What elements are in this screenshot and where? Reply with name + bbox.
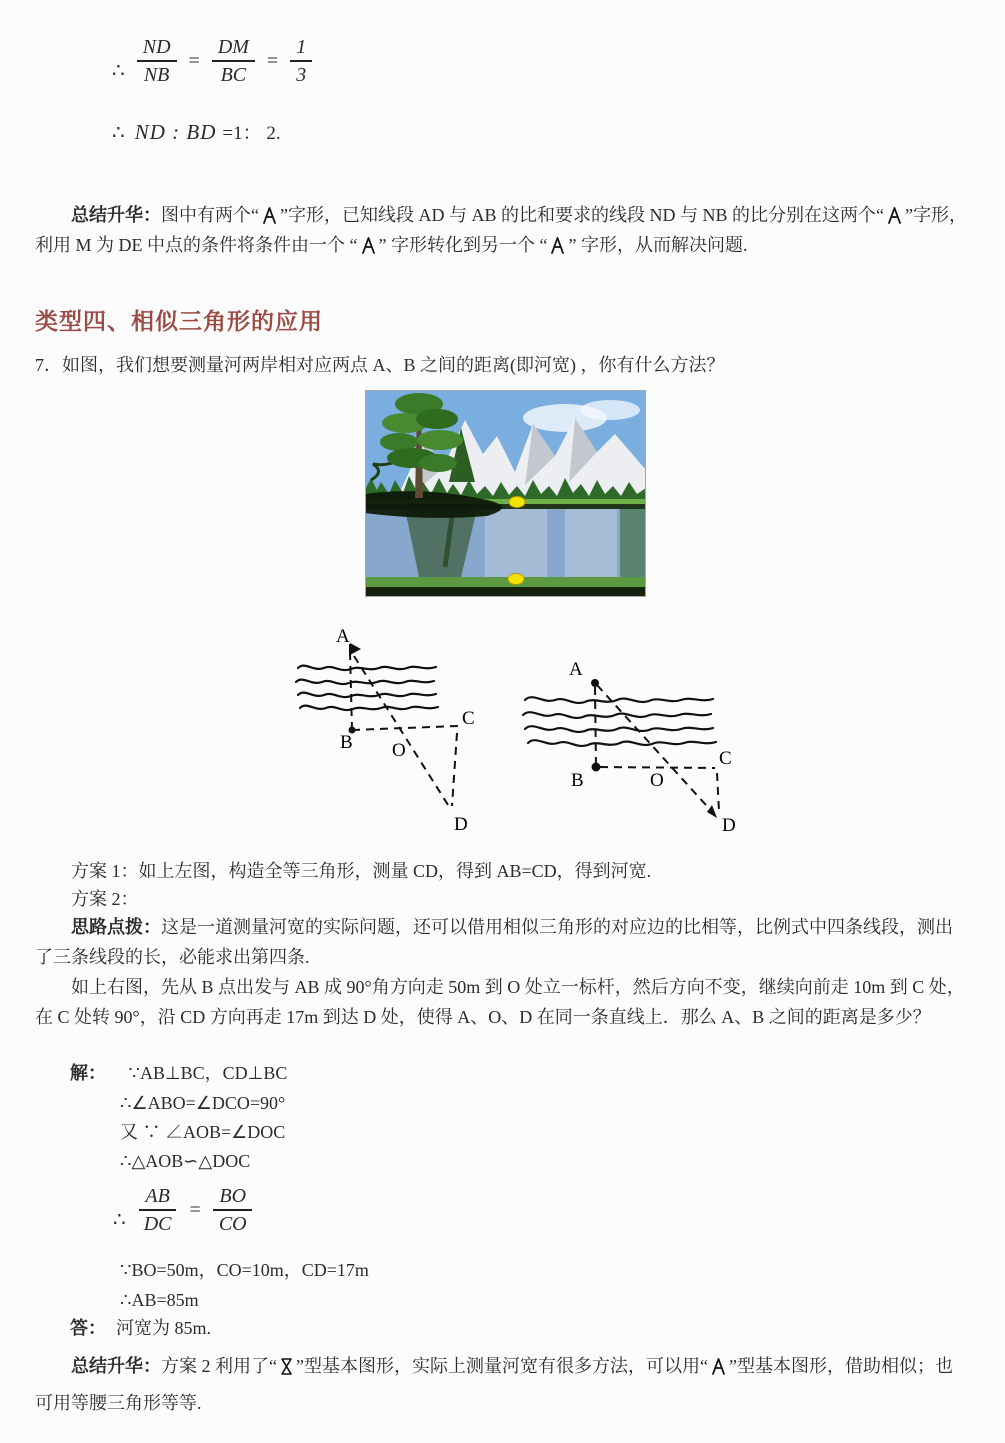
summary-text: ”字形，利用 M 为 DE 中点的条件将条件由一个 “ bbox=[35, 205, 967, 255]
hourglass-shape-icon bbox=[280, 1357, 293, 1376]
fraction-numerator: BO bbox=[213, 1185, 252, 1211]
label-o: O bbox=[392, 740, 406, 761]
method-paragraph: 如上右图，先从 B 点出发与 AB 成 90°角方向走 50m 到 O 处立一标杆，然后方向不变，继续向前走 10m 到 C 处，在 C 处转 90°，沿 CD 方向再走 17m 到达 D 处，使得 A、O、D 在同一条直线上．那么 A、B 之间的距离是多少？ bbox=[35, 977, 965, 1027]
line-cd bbox=[452, 733, 457, 806]
point-a-dot bbox=[591, 679, 599, 687]
label-b: B bbox=[571, 770, 584, 791]
summary-text: ”型基本图形，实际上测量河宽有很多方法，可以用“ bbox=[296, 1356, 708, 1376]
label-o: O bbox=[650, 770, 664, 791]
mountain-reflection bbox=[485, 509, 547, 577]
ratio-expression: ND : BD bbox=[134, 120, 217, 144]
solution-step: 又 ∵ ∠AOB=∠DOC bbox=[120, 1122, 286, 1142]
label-c: C bbox=[462, 708, 475, 729]
a-shape-icon bbox=[550, 236, 565, 255]
answer-text: 河宽为 85m. bbox=[116, 1318, 212, 1338]
a-shape-icon bbox=[361, 236, 376, 255]
construction-lines bbox=[350, 652, 458, 808]
result-value: ∴AB=85m bbox=[120, 1290, 199, 1310]
summary-label: 总结升华： bbox=[71, 205, 161, 225]
summary-paragraph-bottom bbox=[35, 1348, 970, 1422]
therefore-symbol: ∴ bbox=[112, 59, 125, 82]
answer-line bbox=[70, 1313, 211, 1343]
diagram-similar-method bbox=[503, 645, 748, 840]
solution-step: ∵AB⊥BC，CD⊥BC bbox=[128, 1063, 288, 1083]
diagram-congruent-method bbox=[286, 622, 501, 837]
solution-step: ∴∠ABO=∠DCO=90° bbox=[120, 1093, 286, 1113]
bottom-strip bbox=[365, 587, 646, 597]
tree-reflection bbox=[620, 509, 646, 577]
solution-step: ∴△AOB∽△DOC bbox=[120, 1151, 251, 1171]
summary-text: ”字形，已知线段 AD 与 AB 的比和要求的线段 ND 与 NB 的比分别在这两个“ bbox=[280, 205, 884, 225]
river-wavy-lines bbox=[523, 697, 716, 746]
fraction-bo-co bbox=[213, 1185, 253, 1236]
fraction-numerator: ND bbox=[137, 36, 177, 62]
answer-label: 答： bbox=[70, 1318, 106, 1338]
label-a: A bbox=[569, 659, 583, 680]
fraction-denominator: NB bbox=[143, 64, 170, 87]
ratio-value: =1： 2. bbox=[222, 123, 281, 144]
line-ab bbox=[350, 652, 352, 730]
equals-sign: = bbox=[188, 49, 200, 72]
therefore-symbol: ∴ bbox=[112, 122, 125, 144]
summary-paragraph-top bbox=[35, 200, 970, 260]
label-c: C bbox=[719, 748, 732, 769]
construction-lines bbox=[595, 685, 719, 815]
equals-sign: = bbox=[189, 1198, 201, 1221]
flag-icon bbox=[350, 643, 361, 655]
problem-statement: 7．如图，我们想要测量河两岸相对应两点 A、B 之间的距离(即河宽) ，你有什么方法？ bbox=[35, 355, 725, 375]
fraction-one-third bbox=[290, 36, 312, 87]
summary-text: ”型基本图形，借助相似；也可用等腰三角形等等. bbox=[35, 1356, 953, 1413]
fraction-numerator: DM bbox=[212, 36, 255, 62]
point-b-dot bbox=[592, 763, 601, 772]
cloud bbox=[580, 400, 640, 420]
line-bc bbox=[600, 767, 715, 768]
line-aod bbox=[597, 685, 715, 815]
solution-block bbox=[70, 1058, 287, 1175]
plan2-text: 方案 2： bbox=[71, 889, 139, 909]
line-aod bbox=[354, 656, 450, 808]
label-b: B bbox=[340, 732, 353, 753]
solution-label: 解： bbox=[70, 1063, 106, 1083]
fraction-denominator: BC bbox=[220, 64, 247, 87]
fraction-denominator: 3 bbox=[296, 64, 307, 87]
line-cd bbox=[717, 773, 719, 811]
survey-marker-near bbox=[508, 574, 524, 585]
line-bc bbox=[352, 726, 458, 730]
ratio-conclusion bbox=[112, 118, 281, 145]
fraction-nd-nb bbox=[137, 36, 177, 87]
fraction-numerator: AB bbox=[139, 1185, 175, 1211]
plan1-text: 方案 1：如上左图，构造全等三角形，测量 CD，得到 AB=CD，得到河宽. bbox=[71, 861, 652, 881]
summary-text: 图中有两个“ bbox=[161, 205, 259, 225]
fraction-dm-bc bbox=[212, 36, 255, 87]
arrowhead-d bbox=[707, 805, 717, 818]
fraction-denominator: DC bbox=[143, 1213, 172, 1236]
river-photo bbox=[365, 390, 646, 597]
label-a: A bbox=[336, 626, 350, 647]
label-d: D bbox=[722, 815, 736, 836]
line-ab bbox=[595, 687, 596, 767]
river-wavy-lines bbox=[296, 666, 438, 710]
section-heading: 类型四、相似三角形的应用 bbox=[35, 308, 323, 334]
hint-label: 思路点拨： bbox=[71, 917, 161, 937]
given-values: ∵BO=50m，CO=10m，CD=17m bbox=[120, 1260, 369, 1280]
summary-text: ” 字形，从而解决问题. bbox=[568, 235, 748, 255]
summary-label: 总结升华： bbox=[71, 1356, 161, 1376]
therefore-symbol: ∴ bbox=[113, 1208, 126, 1231]
solution-proportion bbox=[113, 1185, 257, 1236]
a-shape-icon bbox=[262, 206, 277, 225]
fraction-denominator: CO bbox=[218, 1213, 247, 1236]
label-d: D bbox=[454, 814, 468, 835]
near-shore-grass bbox=[365, 577, 646, 588]
summary-text: ” 字形转化到另一个 “ bbox=[378, 235, 548, 255]
fraction-numerator: 1 bbox=[290, 36, 312, 62]
equals-sign: = bbox=[266, 49, 279, 72]
a-shape-icon bbox=[711, 1357, 726, 1376]
mountain-reflection bbox=[565, 509, 617, 577]
hint-paragraph bbox=[35, 912, 970, 972]
hint-text: 这是一道测量河宽的实际问题，还可以借用相似三角形的对应边的比相等，比例式中四条线段，测出了三条线段的长，必能求出第四条. bbox=[35, 917, 953, 967]
fraction-ab-dc bbox=[138, 1185, 178, 1236]
survey-marker-far bbox=[509, 497, 525, 508]
a-shape-icon bbox=[887, 206, 902, 225]
summary-text: 方案 2 利用了“ bbox=[161, 1356, 277, 1376]
proportion-formula bbox=[112, 36, 316, 87]
